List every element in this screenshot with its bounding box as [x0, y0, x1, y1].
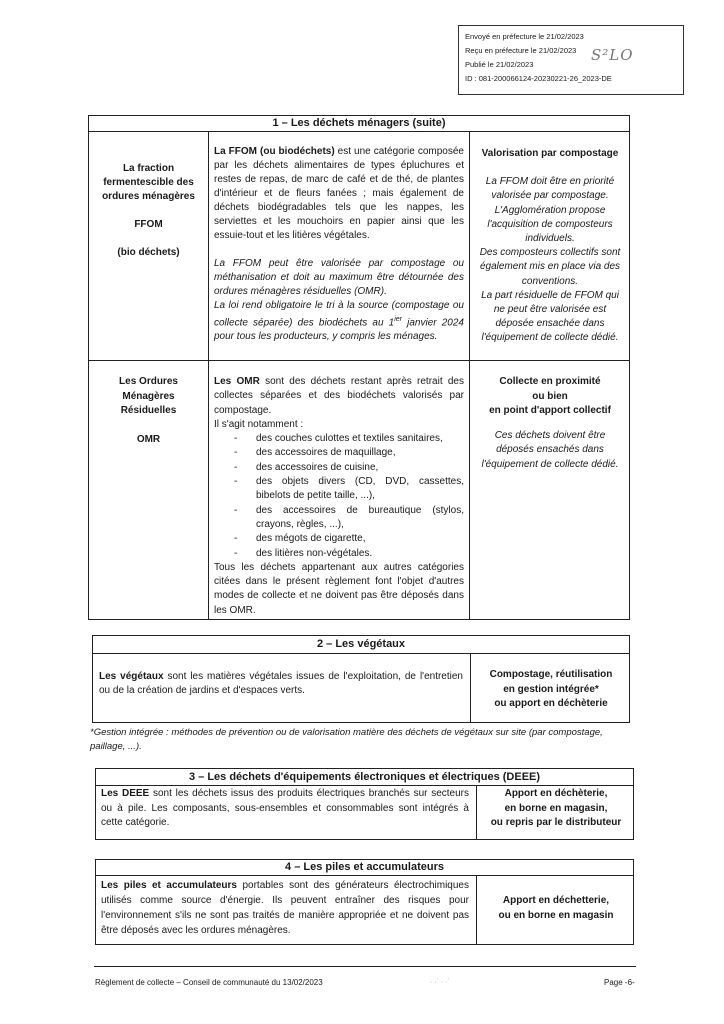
section2-treatment-line: en gestion intégrée*	[503, 683, 599, 695]
ffom-treatment-line: individuels.	[525, 233, 575, 245]
list-item: - des objets divers (CD, DVD, cassettes, bibelots de petite taille, ...),	[214, 475, 464, 504]
page-number: Page -6-	[604, 978, 635, 987]
list-item: - des litières non-végétales.	[214, 547, 464, 561]
omr-treatment-line: déposés ensachés dans	[496, 444, 604, 455]
section4-definition: portables sont des générateurs électrochimiques utilisés comme source d'énergie. Ils peuvent entraîner des risques pour l'environnement s'ils ne sont pas traités de manière appropriée et ne doivent pas être déposés avec les ordures ménagères.	[101, 880, 469, 936]
ffom-label-line: ordures ménagères	[102, 191, 195, 202]
section2-table	[92, 635, 630, 723]
stamp-published: Publié le 21/02/2023	[465, 60, 534, 69]
section2-treatment	[473, 668, 629, 712]
omr-list-intro: Il s'agit notamment :	[214, 418, 304, 430]
omr-term: Les OMR	[214, 376, 260, 387]
omr-label-line: Ménagères	[122, 390, 175, 402]
ffom-law-note	[214, 299, 464, 344]
law-text: janvier 2024 pour tous les producteurs, y compris les ménages.	[214, 317, 464, 343]
omr-list	[214, 432, 464, 561]
scan-specks: · ·˙ · ·˙	[430, 979, 450, 986]
ffom-treatment-line: Des composteurs collectifs sont	[479, 247, 621, 259]
omr-treatment-line: l'équipement de collecte dédié.	[481, 458, 619, 470]
ffom-label-line: fermentescible des	[103, 177, 194, 188]
section4-treatment	[479, 893, 633, 923]
section3-treatment	[479, 787, 633, 831]
ffom-treatment-line: l'équipement de collecte dédié.	[481, 332, 619, 344]
section1-title: 1 – Les déchets ménagers (suite)	[89, 116, 629, 132]
section3-title: 3 – Les déchets d'équipements électroniques et électriques (DEEE)	[96, 769, 633, 786]
law-sup: ier	[394, 316, 403, 323]
omr-description	[214, 375, 464, 618]
column-divider	[470, 653, 471, 722]
list-item: - des accessoires de cuisine,	[214, 461, 464, 475]
column-divider	[476, 875, 477, 944]
ffom-label-line: FFOM	[134, 219, 163, 230]
section2-treatment-line: Compostage, réutilisation	[489, 669, 613, 680]
section3-table	[95, 768, 634, 840]
section3-term: Les DEEE	[101, 788, 150, 799]
list-item: - des mégots de cigarette,	[214, 532, 464, 546]
section3-definition: sont les déchets issus des produits électriques branchés sur secteurs ou à pile. Les composants, sous-ensembles et consommables sont intégrés à cette catégorie.	[101, 788, 470, 828]
column-divider	[476, 785, 477, 839]
ffom-label	[91, 162, 206, 260]
omr-label-line: OMR	[136, 433, 161, 445]
ffom-term: La FFOM (ou biodéchets)	[214, 146, 335, 157]
section4-term: Les piles et accumulateurs	[101, 880, 237, 891]
list-item: - des accessoires de maquillage,	[214, 446, 464, 460]
ffom-treatment	[471, 147, 629, 346]
ffom-label-line: (bio déchets)	[117, 247, 180, 258]
row-divider	[89, 360, 629, 361]
section2-description	[99, 670, 463, 698]
section1-table	[88, 115, 630, 620]
ffom-treatment-line: conventions.	[521, 275, 579, 287]
stamp-id: ID : 081-200066124-20230221-26_2023-DE	[465, 74, 612, 83]
section4-title: 4 – Les piles et accumulateurs	[96, 860, 633, 876]
ffom-description	[214, 145, 464, 344]
column-divider	[208, 131, 209, 619]
ffom-treatment-line: ne peut être valorisée est	[493, 304, 607, 316]
section2-title: 2 – Les végétaux	[93, 636, 629, 654]
omr-treatment-title: ou bien	[532, 390, 568, 402]
omr-label-line: Résiduelles	[120, 405, 177, 416]
section2-term: Les végétaux	[99, 671, 164, 682]
omr-treatment-line: Ces déchets doivent être	[494, 429, 606, 441]
omr-treatment-title: en point d'apport collectif	[489, 405, 611, 416]
omr-definition: sont des déchets restant après retrait des collectes séparées et des biodéchets valorisés par compostage.	[214, 376, 464, 416]
section2-treatment-line: ou apport en déchèterie	[494, 698, 608, 709]
footer-divider	[94, 966, 636, 967]
section4-treatment-line: Apport en déchetterie,	[502, 895, 610, 906]
ffom-label-line: La fraction	[122, 163, 175, 174]
omr-label	[91, 375, 206, 447]
list-item: - des accessoires de bureautique (stylos, crayons, règles, ...),	[214, 504, 464, 533]
section3-treatment-line: ou repris par le distributeur	[490, 817, 622, 828]
section4-table	[95, 859, 634, 945]
ffom-definition: est une catégorie composée par les déchets alimentaires de types épluchures et restes de repas, de marc de café et de thé, de plantes d'intérieur et de fleurs fanées ; mais également de déchets biodégradables tels que les nappes, les serviettes et les mouchoirs en papier ainsi que les essuie-tout et les litières végétales.	[214, 146, 464, 241]
column-divider	[469, 131, 470, 619]
section2-footnote: *Gestion intégrée : méthodes de prévention ou de valorisation matière des déchets de végétaux sur site (par compostage, paillage, ...).	[90, 727, 603, 752]
section2-definition: sont les matières végétales issues de l'exploitation, de l'entretien ou de la création de jardins et d'espaces verts.	[99, 671, 463, 696]
section4-treatment-line: ou en borne en magasin	[498, 910, 614, 921]
ffom-treatment-line: La part résiduelle de FFOM qui	[481, 289, 619, 301]
ffom-treatment-line: L'Agglomération propose	[494, 204, 606, 216]
section4-description	[101, 878, 469, 938]
ffom-valorisation-note: La FFOM peut être valorisée par compostage ou méthanisation et doit au maximum être détournée des ordures ménagères résiduelles (OMR).	[214, 258, 464, 297]
omr-label-line: Les Ordures	[119, 376, 178, 387]
list-item: - des couches culottes et textiles sanitaires,	[214, 432, 464, 446]
ffom-treatment-line: l'acquisition de composteurs	[487, 218, 613, 230]
stamp-sent: Envoyé en préfecture le 21/02/2023	[465, 32, 584, 41]
law-text: La loi rend obligatoire le tri à la source (compostage ou collecte séparée) des biodéchets au 1	[214, 300, 464, 329]
footer-left: Règlement de collecte – Conseil de communauté du 13/02/2023	[95, 978, 323, 987]
omr-treatment-title: Collecte en proximité	[499, 376, 601, 387]
section3-treatment-line: Apport en déchèterie,	[504, 788, 608, 799]
ffom-treatment-title: Valorisation par compostage	[481, 148, 619, 159]
stamp-received: Reçu en préfecture le 21/02/2023	[465, 46, 577, 55]
section3-treatment-line: en borne en magasin,	[504, 802, 608, 814]
omr-treatment	[471, 375, 629, 472]
ffom-treatment-line: valorisée par compostage.	[491, 190, 609, 202]
prefecture-stamp	[458, 25, 684, 95]
ffom-treatment-line: La FFOM doit être en priorité	[485, 176, 615, 188]
omr-closing: Tous les déchets appartenant aux autres catégories citées dans le présent règlement font l'objet d'autres modes de collecte et ne doivent pas être déposés dans les OMR.	[214, 561, 464, 616]
ffom-treatment-line: également mis en place via des	[479, 261, 621, 273]
section3-description	[101, 787, 469, 831]
stamp-signature: S²LO	[591, 46, 634, 64]
ffom-treatment-line: déposée ensachée dans	[495, 318, 605, 330]
